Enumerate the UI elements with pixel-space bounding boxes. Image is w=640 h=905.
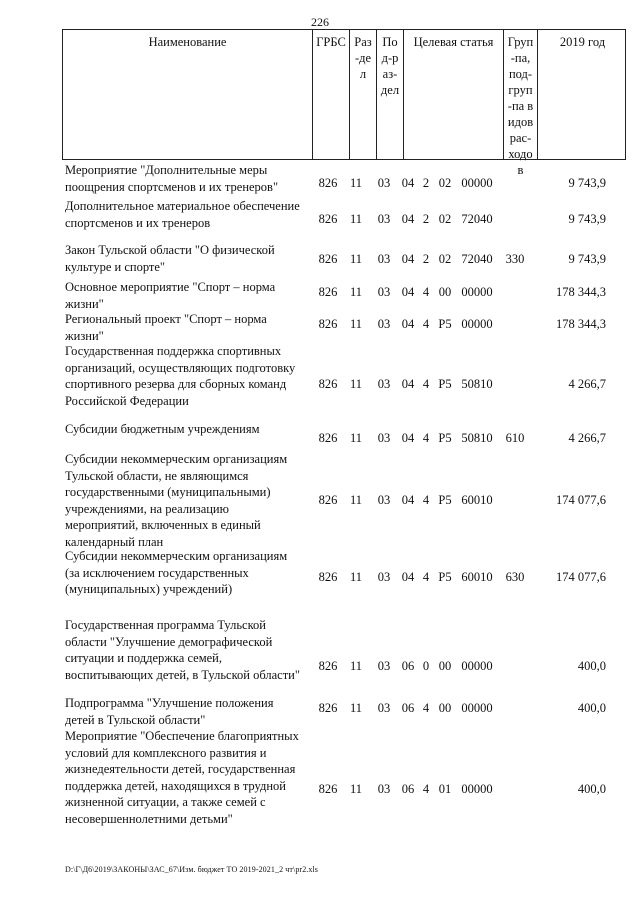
cell-pr: 03 — [377, 570, 391, 584]
header-year: 2019 год — [537, 30, 627, 159]
cell-rz: 11 — [349, 377, 363, 391]
cell-grbs: 826 — [318, 782, 338, 796]
cell-pr: 03 — [377, 377, 391, 391]
cell-c3: P5 — [438, 377, 452, 391]
cell-amount: 174 077,6 — [556, 493, 606, 507]
cell-pr: 03 — [377, 317, 391, 331]
cell-c2: 4 — [422, 377, 430, 391]
cell-grbs: 826 — [318, 212, 338, 226]
cell-c2: 2 — [422, 252, 430, 266]
cell-c4: 00000 — [461, 701, 493, 715]
cell-c4: 60010 — [461, 570, 493, 584]
row-name: Основное мероприятие "Спорт – норма жизни" — [65, 280, 276, 311]
cell-vr: 630 — [505, 570, 525, 584]
header-razdel: Раз-дел — [349, 30, 376, 159]
cell-c3: P5 — [438, 570, 452, 584]
cell-c4: 00000 — [461, 659, 493, 673]
cell-rz: 11 — [349, 285, 363, 299]
cell-grbs: 826 — [318, 377, 338, 391]
cell-c2: 0 — [422, 659, 430, 673]
cell-c3: 00 — [438, 285, 452, 299]
row-name: Закон Тульской области "О физической культуре и спорте" — [65, 243, 275, 274]
cell-amount: 178 344,3 — [556, 285, 606, 299]
cell-rz: 11 — [349, 317, 363, 331]
cell-pr: 03 — [377, 212, 391, 226]
cell-amount: 178 344,3 — [556, 317, 606, 331]
cell-grbs: 826 — [318, 285, 338, 299]
cell-grbs: 826 — [318, 570, 338, 584]
cell-rz: 11 — [349, 212, 363, 226]
cell-c2: 4 — [422, 431, 430, 445]
cell-grbs: 826 — [318, 659, 338, 673]
cell-c2: 2 — [422, 176, 430, 190]
cell-rz: 11 — [349, 782, 363, 796]
cell-pr: 03 — [377, 176, 391, 190]
cell-pr: 03 — [377, 493, 391, 507]
row-name: Субсидии некоммерческим организациям Тульской области, не являющимся государственными (муниципальными) учреждениями, на реализацию мероприятий, включенных в единый календарный план — [65, 452, 288, 549]
row-name: Подпрограмма "Улучшение положения детей в Тульской области" — [65, 696, 274, 727]
row-name: Государственная поддержка спортивных организаций, осуществляющих подготовку спортивного резерва для сборных команд Российской Федерации — [65, 344, 296, 408]
cell-rz: 11 — [349, 176, 363, 190]
cell-grbs: 826 — [318, 252, 338, 266]
cell-rz: 11 — [349, 431, 363, 445]
row-name: Мероприятие "Обеспечение благоприятных условий для комплексного развития и жизнедеятельности детей, государственная поддержка детей, находящихся в трудной жизненной ситуации, а также семей с несовершеннолетними детьми" — [65, 729, 299, 826]
cell-c3: 00 — [438, 701, 452, 715]
cell-pr: 03 — [377, 659, 391, 673]
cell-c1: 04 — [401, 176, 415, 190]
cell-c3: 01 — [438, 782, 452, 796]
cell-c3: P5 — [438, 493, 452, 507]
cell-c1: 04 — [401, 212, 415, 226]
cell-c3: P5 — [438, 431, 452, 445]
cell-amount: 400,0 — [577, 782, 606, 796]
cell-c1: 04 — [401, 252, 415, 266]
header-target: Целевая статья — [403, 30, 503, 159]
row-name: Мероприятие "Дополнительные меры поощрения спортсменов и их тренеров" — [65, 163, 279, 194]
row-name: Субсидии некоммерческим организациям (за исключением государственных (муниципальных) учреждений) — [65, 549, 288, 596]
cell-c4: 60010 — [461, 493, 493, 507]
cell-rz: 11 — [349, 493, 363, 507]
cell-c1: 04 — [401, 570, 415, 584]
page-number: 226 — [311, 15, 329, 29]
cell-amount: 4 266,7 — [568, 377, 606, 391]
cell-c4: 50810 — [461, 377, 493, 391]
cell-amount: 4 266,7 — [568, 431, 606, 445]
header-podrazdel: Под-раз-дел — [376, 30, 403, 159]
cell-rz: 11 — [349, 252, 363, 266]
cell-amount: 174 077,6 — [556, 570, 606, 584]
cell-amount: 9 743,9 — [568, 176, 606, 190]
cell-c3: 02 — [438, 212, 452, 226]
cell-c2: 4 — [422, 493, 430, 507]
cell-pr: 03 — [377, 252, 391, 266]
cell-c1: 04 — [401, 431, 415, 445]
cell-c2: 4 — [422, 285, 430, 299]
cell-c2: 2 — [422, 212, 430, 226]
cell-pr: 03 — [377, 782, 391, 796]
cell-amount: 9 743,9 — [568, 252, 606, 266]
cell-c4: 50810 — [461, 431, 493, 445]
cell-c3: 00 — [438, 659, 452, 673]
cell-vr: 610 — [505, 431, 525, 445]
cell-c4: 00000 — [461, 176, 493, 190]
cell-pr: 03 — [377, 701, 391, 715]
cell-amount: 400,0 — [577, 701, 606, 715]
cell-c1: 04 — [401, 377, 415, 391]
cell-c2: 4 — [422, 317, 430, 331]
cell-vr: 330 — [505, 252, 525, 266]
cell-c3: 02 — [438, 176, 452, 190]
cell-c1: 06 — [401, 659, 415, 673]
row-name: Субсидии бюджетным учреждениям — [65, 422, 260, 436]
cell-amount: 400,0 — [577, 659, 606, 673]
cell-c3: 02 — [438, 252, 452, 266]
cell-rz: 11 — [349, 570, 363, 584]
row-name: Государственная программа Тульской области "Улучшение демографической ситуации и поддержка семей, воспитывающих детей, в Тульской области" — [65, 618, 300, 682]
header-group: Груп-па, под-груп-па видов рас-ходов — [503, 30, 537, 159]
cell-grbs: 826 — [318, 317, 338, 331]
cell-pr: 03 — [377, 431, 391, 445]
cell-c1: 06 — [401, 701, 415, 715]
cell-amount: 9 743,9 — [568, 212, 606, 226]
cell-rz: 11 — [349, 659, 363, 673]
cell-c4: 00000 — [461, 285, 493, 299]
cell-c2: 4 — [422, 782, 430, 796]
cell-c1: 04 — [401, 285, 415, 299]
cell-c4: 72040 — [461, 252, 493, 266]
cell-c2: 4 — [422, 701, 430, 715]
cell-c4: 00000 — [461, 317, 493, 331]
cell-pr: 03 — [377, 285, 391, 299]
cell-c3: P5 — [438, 317, 452, 331]
row-name: Региональный проект "Спорт – норма жизни" — [65, 312, 267, 343]
cell-rz: 11 — [349, 701, 363, 715]
cell-c1: 06 — [401, 782, 415, 796]
header-name: Наименование — [148, 35, 227, 49]
cell-c1: 04 — [401, 317, 415, 331]
cell-c1: 04 — [401, 493, 415, 507]
row-name: Дополнительное материальное обеспечение спортсменов и их тренеров — [65, 199, 300, 230]
cell-grbs: 826 — [318, 493, 338, 507]
table-header — [62, 29, 626, 177]
cell-c4: 00000 — [461, 782, 493, 796]
cell-grbs: 826 — [318, 431, 338, 445]
header-grbs: ГРБС — [312, 30, 349, 159]
cell-grbs: 826 — [318, 701, 338, 715]
cell-c2: 4 — [422, 570, 430, 584]
cell-grbs: 826 — [318, 176, 338, 190]
cell-c4: 72040 — [461, 212, 493, 226]
file-path: D:\Г\Д6\2019\ЗАКОНЫ\ЗАС_67\Изм. бюджет ТО 2019-2021_2 чт\pr2.xls — [65, 865, 319, 874]
